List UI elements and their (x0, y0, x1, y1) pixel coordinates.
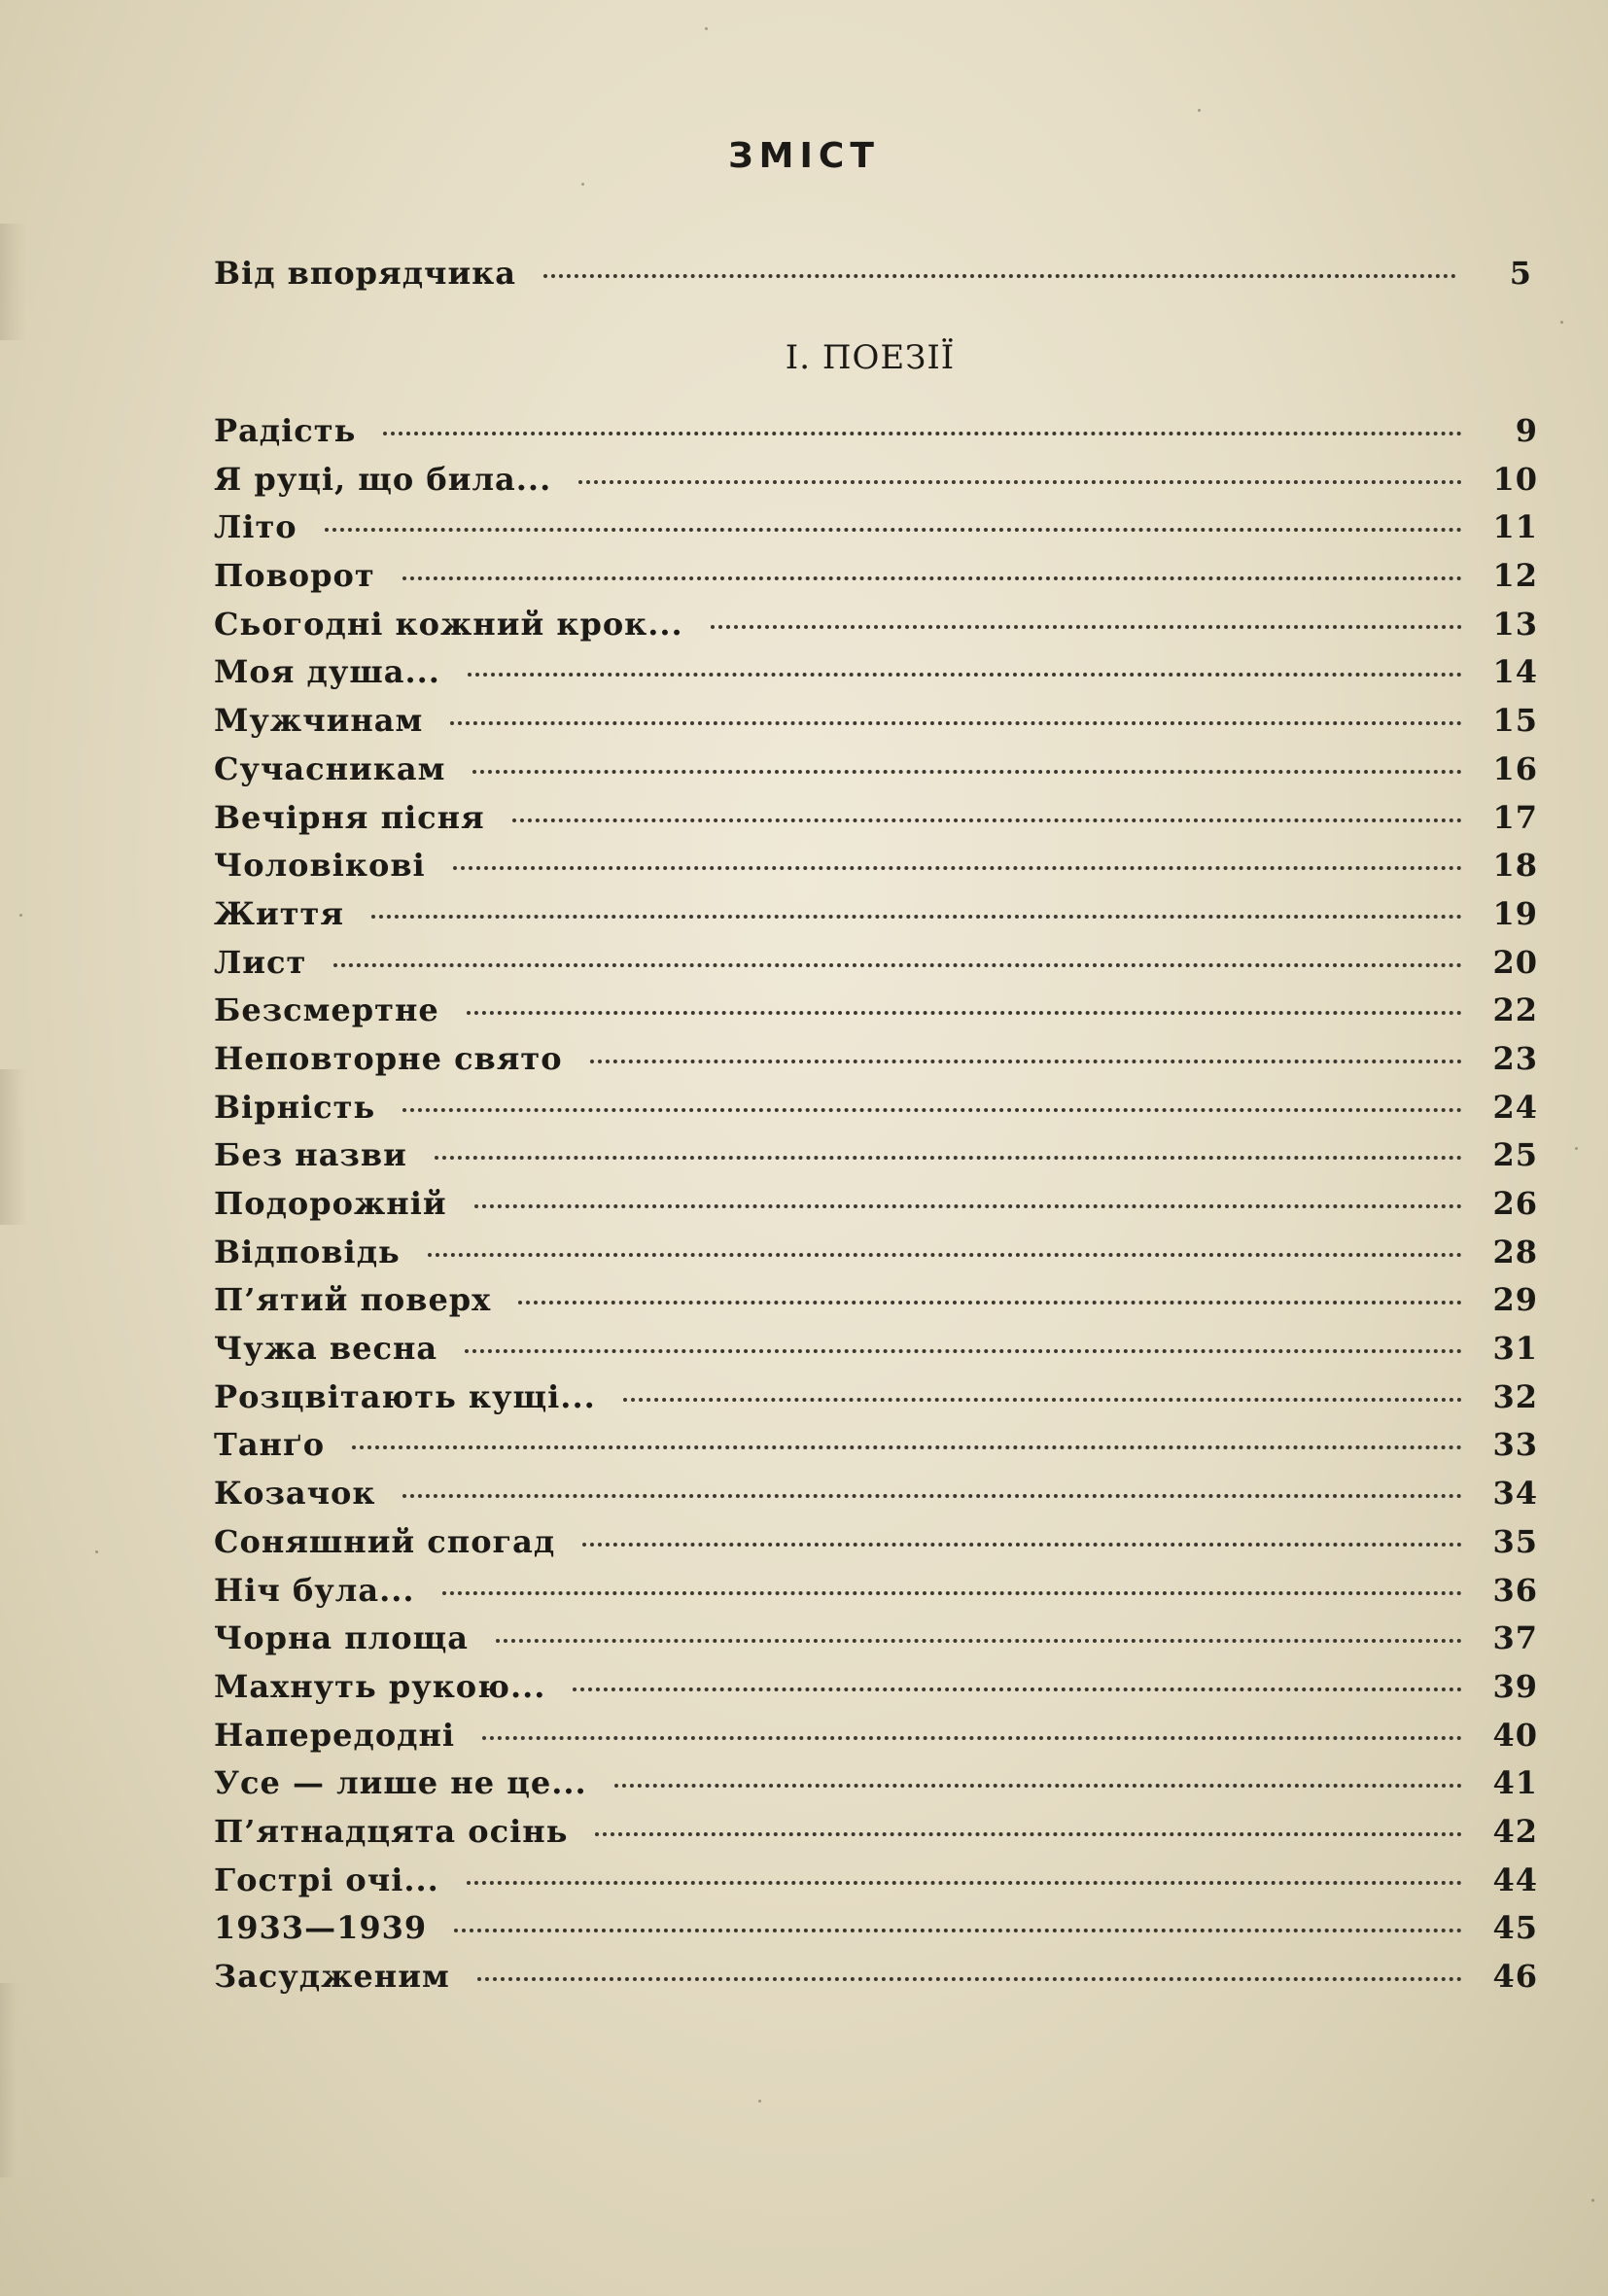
table-of-contents (214, 412, 1538, 2006)
toc-entry-title: Сьогодні кожний крок... (214, 605, 683, 643)
dot-leader (442, 1591, 1463, 1595)
dot-leader (454, 1929, 1462, 1932)
toc-entry (214, 557, 1538, 606)
toc-page-number: 45 (1492, 1909, 1538, 1947)
toc-entry (214, 1958, 1538, 2006)
toc-entry (214, 750, 1538, 799)
toc-page-number: 12 (1492, 557, 1538, 595)
toc-entry-title: Відповідь (214, 1233, 401, 1270)
dot-leader (352, 1445, 1462, 1449)
toc-entry-title: Вечірня пісня (214, 798, 485, 836)
toc-entry-title: Розцвітають кущі... (214, 1377, 596, 1415)
dot-leader (477, 1977, 1462, 1981)
toc-page-number: 18 (1492, 847, 1538, 885)
toc-page-number: 44 (1492, 1861, 1538, 1898)
toc-page-number: 5 (1509, 255, 1532, 292)
toc-entry-title: Засудженим (214, 1958, 450, 1995)
toc-entry-title: 1933—1939 (214, 1909, 428, 1947)
paper-speck (1198, 109, 1201, 112)
toc-entry-title: Усе — лише не це... (214, 1764, 587, 1802)
toc-page-number: 42 (1492, 1812, 1538, 1850)
toc-entry-title: Танґо (214, 1426, 326, 1464)
toc-entry (214, 1475, 1538, 1523)
paper-speck (19, 914, 22, 917)
toc-page-number: 23 (1492, 1039, 1538, 1077)
toc-entry (214, 1813, 1538, 1861)
toc-page-number: 31 (1492, 1330, 1538, 1368)
toc-page-number: 9 (1515, 412, 1538, 449)
toc-page-number: 16 (1492, 749, 1538, 787)
toc-entry-title: Сучасникам (214, 749, 446, 787)
toc-entry-title: Життя (214, 894, 345, 932)
worn-edge (0, 1069, 27, 1225)
toc-entry-title: Козачок (214, 1475, 376, 1513)
dot-leader (465, 1349, 1462, 1353)
toc-entry (214, 847, 1538, 895)
dot-leader (711, 625, 1462, 629)
toc-entry (214, 1523, 1538, 1572)
toc-entry-title: Вірність (214, 1088, 376, 1126)
toc-entry-title: Без назви (214, 1136, 407, 1174)
dot-leader (453, 866, 1462, 870)
toc-page-number: 25 (1492, 1136, 1538, 1174)
paper-speck (758, 2100, 761, 2103)
toc-entry (214, 606, 1538, 654)
dot-leader (333, 963, 1462, 967)
toc-page-number: 24 (1492, 1088, 1538, 1126)
toc-entry (214, 1136, 1538, 1185)
toc-entry-title: Літо (214, 508, 297, 546)
toc-entry (214, 1185, 1538, 1234)
toc-entry-title: Махнуть рукою... (214, 1667, 546, 1705)
toc-page-number: 15 (1492, 702, 1538, 740)
toc-entry (214, 1426, 1538, 1475)
dot-leader (496, 1639, 1462, 1643)
dot-leader (468, 673, 1462, 677)
toc-entry (214, 461, 1538, 509)
toc-entry (214, 1378, 1538, 1427)
paper-speck (581, 183, 584, 186)
toc-entry (214, 1040, 1538, 1089)
dot-leader (371, 915, 1462, 919)
toc-page-number: 20 (1492, 943, 1538, 981)
paper-speck (1560, 321, 1563, 324)
toc-entry (214, 1281, 1538, 1330)
toc-entry-title: Чорна площа (214, 1619, 469, 1657)
toc-entry (214, 1668, 1538, 1717)
dot-leader (614, 1784, 1462, 1788)
toc-page-number: 35 (1492, 1522, 1538, 1560)
toc-page-number: 10 (1492, 460, 1538, 498)
paper-speck (95, 1550, 98, 1553)
page-title: ЗМІСТ (728, 136, 880, 176)
toc-page-number: 19 (1492, 894, 1538, 932)
dot-leader (578, 480, 1462, 484)
toc-page-number: 41 (1492, 1764, 1538, 1802)
toc-page-number: 46 (1492, 1958, 1538, 1995)
toc-entry (214, 412, 1538, 461)
toc-entry-title: Соняшний спогад (214, 1522, 556, 1560)
toc-entry (214, 1764, 1538, 1813)
toc-entry-title: Гострі очі... (214, 1861, 439, 1898)
toc-page-number: 17 (1492, 798, 1538, 836)
dot-leader (590, 1060, 1462, 1063)
dot-leader (472, 770, 1462, 774)
dot-leader (435, 1156, 1462, 1160)
toc-entry-title: Чоловікові (214, 847, 426, 885)
toc-entry-title: Я руці, що била... (214, 460, 552, 498)
toc-entry (214, 702, 1538, 750)
dot-leader (402, 1494, 1462, 1498)
paper-speck (705, 27, 708, 30)
dot-leader (474, 1204, 1462, 1208)
dot-leader (573, 1687, 1462, 1691)
toc-page-number: 40 (1492, 1716, 1538, 1754)
toc-page-number: 34 (1492, 1475, 1538, 1513)
dot-leader (402, 1108, 1462, 1112)
toc-entry-title: Радість (214, 412, 357, 449)
toc-entry-title: Мужчинам (214, 702, 424, 740)
toc-entry (214, 1861, 1538, 1910)
toc-entry-title: Подорожній (214, 1185, 447, 1222)
toc-entry-title: Напередодні (214, 1716, 456, 1754)
toc-entry-title: Від впорядчика (214, 255, 517, 292)
dot-leader (467, 1881, 1462, 1885)
toc-entry (214, 895, 1538, 944)
toc-page-number: 33 (1492, 1426, 1538, 1464)
worn-edge (0, 224, 27, 340)
toc-page-number: 14 (1492, 653, 1538, 691)
toc-entry-title: П’ятнадцята осінь (214, 1812, 569, 1850)
dot-leader (595, 1832, 1462, 1836)
toc-entry (214, 799, 1538, 848)
toc-entry (214, 1717, 1538, 1765)
toc-entry (214, 1089, 1538, 1137)
toc-page-number: 37 (1492, 1619, 1538, 1657)
dot-leader (518, 1301, 1462, 1305)
toc-entry-title: П’ятий поверх (214, 1281, 492, 1319)
dot-leader (383, 432, 1462, 435)
toc-page-number: 39 (1492, 1667, 1538, 1705)
toc-entry (214, 944, 1538, 992)
toc-entry (214, 508, 1538, 557)
dot-leader (543, 274, 1456, 278)
dot-leader (482, 1736, 1462, 1740)
toc-page-number: 13 (1492, 605, 1538, 643)
toc-page-number: 28 (1492, 1233, 1538, 1270)
worn-edge (0, 1983, 27, 2177)
paper-speck (1575, 1147, 1578, 1150)
dot-leader (582, 1543, 1462, 1547)
toc-entry (214, 1572, 1538, 1620)
toc-entry (214, 1619, 1538, 1668)
toc-page-number: 22 (1492, 991, 1538, 1029)
toc-entry (214, 1909, 1538, 1958)
section-heading: І. ПОЕЗІЇ (785, 338, 956, 377)
dot-leader (325, 528, 1462, 532)
toc-entry (214, 1234, 1538, 1282)
paper-speck (1591, 2199, 1594, 2202)
toc-page-number: 11 (1492, 508, 1538, 546)
toc-entry-title: Безсмертне (214, 991, 439, 1029)
toc-intro-row (214, 255, 1532, 294)
toc-entry-title: Чужа весна (214, 1330, 438, 1368)
dot-leader (402, 576, 1462, 580)
dot-leader (623, 1398, 1462, 1402)
dot-leader (512, 818, 1462, 822)
toc-entry (214, 1330, 1538, 1378)
dot-leader (428, 1253, 1462, 1257)
toc-page-number: 36 (1492, 1571, 1538, 1609)
toc-entry (214, 991, 1538, 1040)
toc-entry-title: Моя душа... (214, 653, 440, 691)
toc-page-number: 26 (1492, 1185, 1538, 1222)
toc-entry-title: Ніч була... (214, 1571, 415, 1609)
toc-entry-title: Поворот (214, 557, 375, 595)
dot-leader (450, 721, 1462, 725)
toc-page-number: 29 (1492, 1281, 1538, 1319)
dot-leader (467, 1011, 1462, 1015)
toc-page-number: 32 (1492, 1377, 1538, 1415)
toc-entry-title: Лист (214, 943, 307, 981)
toc-entry-title: Неповторне свято (214, 1039, 563, 1077)
toc-entry (214, 653, 1538, 702)
